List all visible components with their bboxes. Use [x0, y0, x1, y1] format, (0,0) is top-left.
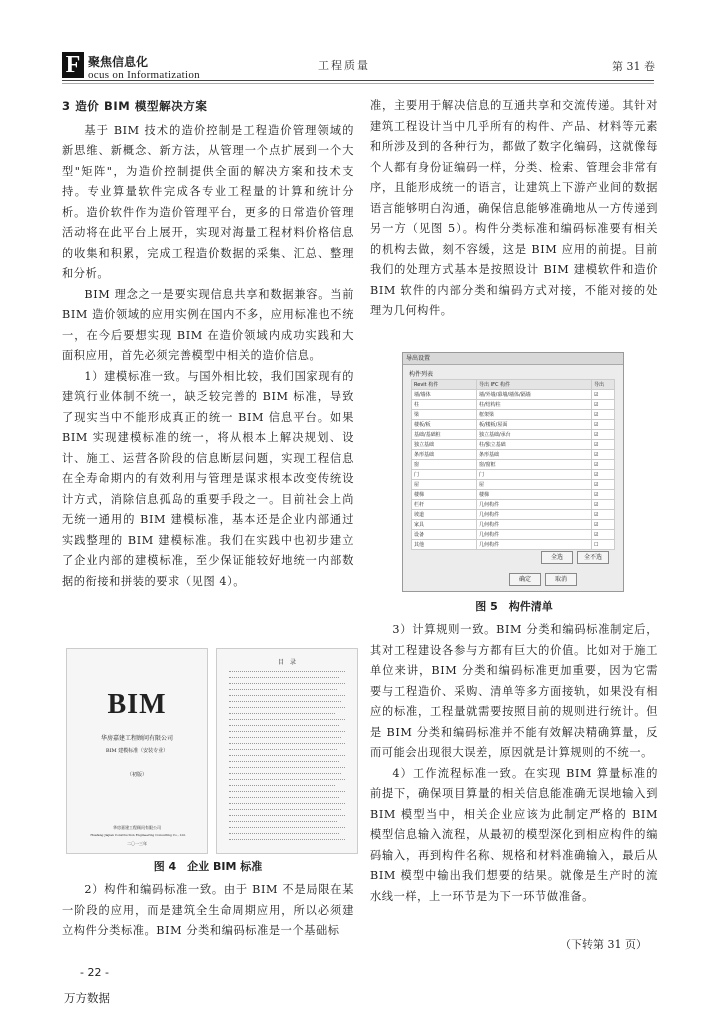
export-checkbox[interactable]: ☑	[592, 490, 615, 500]
figure-5-caption: 图 5 构件清单	[475, 600, 553, 613]
table-row[interactable]	[412, 470, 615, 480]
cell: 屋	[477, 480, 592, 490]
export-checkbox[interactable]: ☑	[592, 470, 615, 480]
export-checkbox[interactable]: ☑	[592, 440, 615, 450]
table-row[interactable]	[412, 480, 615, 490]
cell: 窗/窗框	[477, 460, 592, 470]
table-row[interactable]	[412, 390, 615, 400]
continued-note: （下转第 31 页）	[560, 938, 647, 951]
toc-line	[229, 671, 345, 672]
left-column-bottom	[62, 880, 354, 942]
cell: 几何构件	[477, 530, 592, 540]
brand-title-en: ocus on Informatization	[88, 69, 200, 81]
source-watermark: 万方数据	[64, 991, 110, 1005]
export-checkbox[interactable]: ☑	[592, 400, 615, 410]
header-rule-thin	[62, 83, 654, 84]
cover-doc-title: BIM 建模标准（安装专业）	[105, 748, 169, 754]
volume-label: 第 31 卷	[612, 60, 655, 73]
group-label: 构件列表	[409, 371, 434, 378]
export-checkbox[interactable]: ☑	[592, 510, 615, 520]
select-all-button[interactable]: 全选	[541, 551, 573, 564]
figure-4	[66, 648, 366, 854]
toc-line	[229, 713, 335, 714]
cell: 栏杆	[412, 500, 477, 510]
cell: 墙/墙体	[412, 390, 477, 400]
cell: 柱/独立基础	[477, 440, 592, 450]
export-checkbox[interactable]: ☑	[592, 410, 615, 420]
header-rule	[62, 80, 654, 81]
cell: 条形基础	[477, 450, 592, 460]
figure-5-dialog	[402, 352, 624, 592]
toc-line	[229, 809, 341, 810]
toc-line	[229, 731, 345, 732]
toc-line	[229, 839, 345, 840]
toc-line	[229, 689, 337, 690]
cell: 独立基础/承台	[477, 430, 592, 440]
paragraph: 基于 BIM 技术的造价控制是工程造价管理领域的新思维、新概念、新方法，从管理一个点扩展到一个大型"矩阵"，为造价控制提供全面的解决方案和技术支持。专业算量软件完成各专业工程量的计算和统计分析。造价软件作为造价管理平台，更多的日常造价管理活动将在此平台上展开，实现对海量工程材料价格信息的收集和积累，完成工程造价数据的采集、汇总、整理和分析。	[62, 123, 354, 280]
toc-title: 目 录	[277, 659, 296, 666]
toc-line	[229, 701, 341, 702]
table-row[interactable]	[412, 510, 615, 520]
toc-line	[229, 749, 337, 750]
toc-line	[229, 833, 339, 834]
component-table	[411, 379, 615, 550]
left-column	[62, 96, 354, 592]
cell: 楼梯	[477, 490, 592, 500]
paragraph: 4）工作流程标准一致。在实现 BIM 算量标准的前提下，确保项目算量的相关信息能准确无误地输入到 BIM 模型当中，相关企业应该为此制定严格的 BIM 模型信息输入流程，从最初的模型深化到相应构件的编码输入，再到构件名称、规格和材料准确输入，最后从 BIM 模型中输出我们想要的结果。就像是生产时的流水线一样，上一环节是为下一环节做准备。	[370, 766, 658, 903]
paragraph: 准，主要用于解决信息的互通共享和交流传递。其针对建筑工程设计当中几乎所有的构件、产品、材料等元素和所涉及到的各种行为，都做了数字化编码，这就像每个人都有身份证编码一样，分类、检索、管理会非常有序，且能形成统一的语言，让建筑上下游产业间的数据语言能够明白沟通，确保信息能够准确地从一方传递到另一方（见图 5）。构件分类标准和编码标准要有相关的机构去做，刻不容缓，这是 BIM 应用的前提。目前我们的处理方式基本是按照设计 BIM 建模软件和造价 BIM 软件的内部分类和编码方式对接，不能对接的处理为几何构件。	[370, 99, 658, 317]
cover-company: 华房嘉建工程顾问有限公司	[100, 735, 173, 742]
export-checkbox[interactable]: ☑	[592, 430, 615, 440]
cell: 门	[477, 470, 592, 480]
toc-line	[229, 779, 345, 780]
export-checkbox[interactable]: ☑	[592, 420, 615, 430]
figure-4-caption: 图 4 企业 BIM 标准	[153, 860, 263, 873]
cell: 窗	[412, 460, 477, 470]
cell: 独立基础	[412, 440, 477, 450]
toc-line	[229, 677, 339, 678]
table-row[interactable]	[412, 410, 615, 420]
export-checkbox[interactable]: ☑	[592, 480, 615, 490]
table-row[interactable]	[412, 460, 615, 470]
cover-footer: 华房嘉建工程顾问有限公司	[113, 825, 161, 830]
paragraph: 2）构件和编码标准一致。由于 BIM 不是局限在某一阶段的应用，而是建筑全生命周期应用，所以必须建立构件分类标准。BIM 分类和编码标准是一个基础标	[62, 883, 354, 937]
cell: 楼板/板	[412, 420, 477, 430]
toc-line	[229, 683, 345, 684]
cell: 屋	[412, 480, 477, 490]
toc-line	[229, 755, 345, 756]
select-none-button[interactable]: 全不选	[577, 551, 609, 564]
column-header: 导出 IFC 构件	[477, 380, 592, 390]
toc-line	[229, 767, 345, 768]
cell: 家具	[412, 520, 477, 530]
ok-button[interactable]: 确定	[509, 573, 541, 586]
cancel-button[interactable]: 取消	[545, 573, 577, 586]
cell: 墙/外墙/幕墙/墙体/隔墙	[477, 390, 592, 400]
toc-line	[229, 785, 335, 786]
toc-page	[216, 648, 358, 854]
toc-line	[229, 821, 337, 822]
toc-line	[229, 707, 345, 708]
journal-logo-letter: F	[62, 52, 84, 78]
cell: 框架梁	[477, 410, 592, 420]
cover-footer-en: Huafang Jiajian Construction Engineering Consulting Co., Ltd.	[90, 833, 186, 837]
cell: 设备	[412, 530, 477, 540]
export-checkbox[interactable]: ☐	[592, 540, 615, 550]
table-row[interactable]	[412, 490, 615, 500]
table-row[interactable]	[412, 540, 615, 550]
cell: 几何构件	[477, 500, 592, 510]
cell: 门	[412, 470, 477, 480]
toc-line	[229, 797, 339, 798]
cell: 其他	[412, 540, 477, 550]
cell: 梁	[412, 410, 477, 420]
dialog-title: 导出设置	[403, 353, 623, 365]
cell: 板/楼板/屋面	[477, 420, 592, 430]
cell: 基础/基础桩	[412, 430, 477, 440]
cell: 柱	[412, 400, 477, 410]
paragraph: 1）建模标准一致。与国外相比较，我们国家现有的建筑行业体制不统一，缺乏较完善的 BIM 标准，导致了现实当中不能形成真正的统一 BIM 信息平台。如果 BIM 实现建模标准的统一，将从根本上解决规划、设计、施工、运营各阶段的信息断层问题，实现工程信息在全寿命期内的有效利用与管理是谋求根本改变传统设计方式，消除信息孤岛的重要手段之一。目前社会上尚无统一通用的 BIM 建模标准，基本还是企业内部通过实践整理的 BIM 建模标准。我们在实践中也初步建立了企业内部的建模标准，至少保证能较好地统一内部数据的衔接和拼装的要求（见图 4）。	[62, 369, 354, 588]
toc-line	[229, 773, 341, 774]
export-checkbox[interactable]: ☑	[592, 460, 615, 470]
right-column-top	[370, 96, 658, 322]
paragraph: BIM 理念之一是要实现信息共享和数据兼容。当前 BIM 造价领域的应用实例在国内不多，应用标准也不统一，在今后要想实现 BIM 在造价领域内成功实践和大面积应用，首先必须完善模型中相关的造价信息。	[62, 287, 354, 362]
bim-logo: BIM	[107, 689, 167, 720]
toc-line	[229, 725, 339, 726]
toc-line	[229, 803, 345, 804]
paragraph: 3）计算规则一致。BIM 分类和编码标准制定后，其对工程建设各参与方都有巨大的价值。比如对于施工单位来讲，BIM 分类和编码标准更加重要，因为它需要与工程造价、采购、清单等多方面接轨，如果没有相应的标准，工程量就需要按照目前的规则进行统计。但是 BIM 分类和编码标准并不能有效解决精确算量，反而可能会出现很大误差，原因就是计算规则的不统一。	[370, 623, 658, 759]
export-checkbox[interactable]: ☑	[592, 450, 615, 460]
export-checkbox[interactable]: ☑	[592, 500, 615, 510]
toc-line	[229, 791, 345, 792]
toc-line	[229, 761, 339, 762]
cell: 几何构件	[477, 510, 592, 520]
cell: 坡道	[412, 510, 477, 520]
export-checkbox[interactable]: ☑	[592, 390, 615, 400]
table-row[interactable]	[412, 430, 615, 440]
toc-line	[229, 743, 345, 744]
table-row[interactable]	[412, 400, 615, 410]
column-header: 导出	[592, 380, 615, 390]
cover-version: （初版）	[126, 772, 147, 778]
table-row[interactable]	[412, 530, 615, 540]
table-header-row	[412, 380, 615, 390]
cell: 几何构件	[477, 520, 592, 530]
toc-line	[229, 695, 345, 696]
table-row[interactable]	[412, 420, 615, 430]
right-column-bottom	[370, 620, 658, 907]
toc-line	[229, 737, 341, 738]
cover-date: 二〇一三年	[127, 841, 147, 846]
cell: 条形基础	[412, 450, 477, 460]
toc-line	[229, 719, 345, 720]
export-checkbox[interactable]: ☑	[592, 530, 615, 540]
standard-cover-page	[66, 648, 208, 854]
brand-title-cn: 聚焦信息化	[88, 55, 149, 69]
section-heading: 3 造价 BIM 模型解决方案	[62, 99, 208, 113]
table-row[interactable]	[412, 440, 615, 450]
toc-line	[229, 815, 345, 816]
section-label: 工程质量	[318, 59, 370, 72]
table-row[interactable]	[412, 520, 615, 530]
table-row[interactable]	[412, 500, 615, 510]
page-number: - 22 -	[80, 966, 109, 979]
cell: 楼梯	[412, 490, 477, 500]
column-header: Revit 构件	[412, 380, 477, 390]
cell: 柱/结构柱	[477, 400, 592, 410]
export-checkbox[interactable]: ☑	[592, 520, 615, 530]
toc-line	[229, 827, 345, 828]
cell: 几何构件	[477, 540, 592, 550]
table-row[interactable]	[412, 450, 615, 460]
